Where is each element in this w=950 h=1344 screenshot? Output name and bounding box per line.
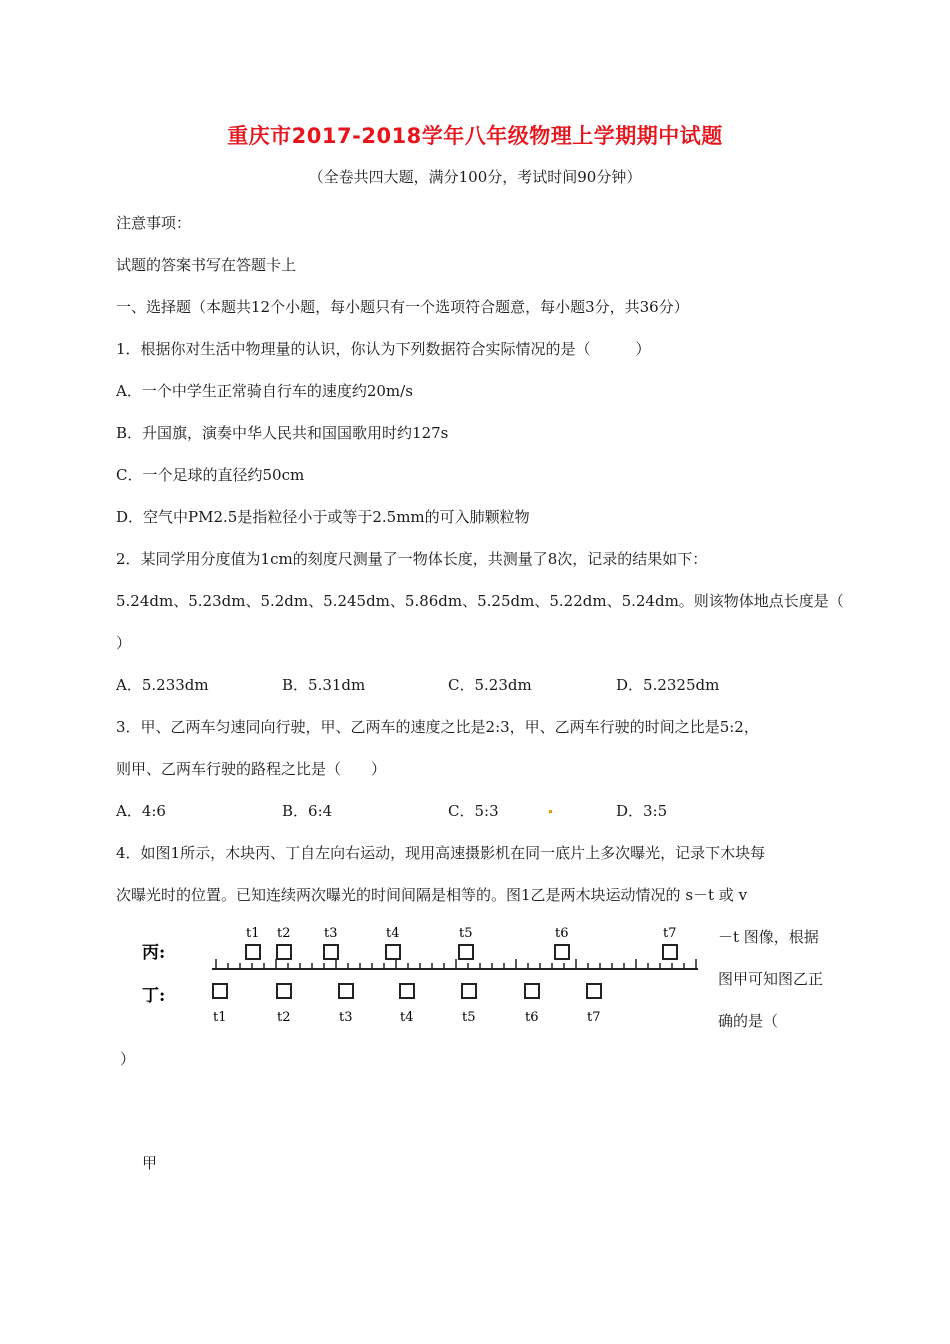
page-title: 重庆市2017-2018学年八年级物理上学期期中试题 <box>227 124 723 148</box>
ding-time-label: t5 <box>462 1010 476 1025</box>
q2-option-a: A．5.233dm <box>116 676 209 694</box>
ding-time-label: t7 <box>587 1010 601 1025</box>
bing-time-label: t1 <box>246 926 260 941</box>
q4-stem-cont: 次曝光时的位置。已知连续两次曝光的时间间隔是相等的。图1乙是两木块运动情况的 s－t 或 v <box>116 886 748 904</box>
q2-option-d: D．5.2325dm <box>616 676 720 694</box>
ding-time-label: t6 <box>525 1010 539 1025</box>
notice-heading: 注意事项： <box>116 214 192 232</box>
q2-option-b: B．5.31dm <box>282 676 366 694</box>
q2-stem: 2．某同学用分度值为1cm的刻度尺测量了一物体长度，共测量了8次，记录的结果如下： <box>116 550 708 568</box>
bing-block-positions <box>246 926 677 959</box>
motion-figure <box>130 915 710 1030</box>
bing-block <box>663 945 677 959</box>
row-label-bing: 丙: <box>142 943 166 963</box>
bing-block <box>555 945 569 959</box>
ding-block <box>339 984 353 998</box>
ding-time-label: t2 <box>277 1010 291 1025</box>
q3-option-b: B．6:4 <box>282 802 333 820</box>
bing-block <box>324 945 338 959</box>
q4-close-paren: ） <box>120 1050 136 1068</box>
q2-close-paren: ） <box>116 634 132 652</box>
q1-option-d: D．空气中PM2.5是指粒径小于或等于2.5mm的可入肺颗粒物 <box>116 508 530 526</box>
stray-dot <box>549 810 552 813</box>
q3-stem-cont: 则甲、乙两车行驶的路程之比是（ ） <box>116 760 387 778</box>
figure-caption: 甲 <box>142 1154 158 1172</box>
ding-block <box>400 984 414 998</box>
q3-option-a: A．4:6 <box>116 802 166 820</box>
bing-time-label: t3 <box>324 926 338 941</box>
q3-option-c: C．5:3 <box>448 802 499 820</box>
ding-block-positions <box>213 984 601 1025</box>
q1-stem: 1．根据你对生活中物理量的认识，你认为下列数据符合实际情况的是（ ） <box>116 340 651 358</box>
ding-block <box>213 984 227 998</box>
q4-side-text-1: －t 图像，根据 <box>718 928 819 946</box>
q4-stem: 4．如图1所示，木块丙、丁自左向右运动，现用高速摄影机在同一底片上多次曝光，记录下木块每 <box>116 844 766 862</box>
section-heading: 一、选择题（本题共12个小题，每小题只有一个选项符合题意，每小题3分，共36分） <box>116 298 689 316</box>
bing-time-label: t4 <box>386 926 400 941</box>
q1-option-b: B．升国旗，演奏中华人民共和国国歌用时约127s <box>116 424 449 442</box>
bing-block <box>386 945 400 959</box>
ding-block <box>587 984 601 998</box>
bing-block <box>459 945 473 959</box>
q4-side-text-2: 图甲可知图乙正 <box>718 970 824 988</box>
q1-option-c: C．一个足球的直径约50cm <box>116 466 305 484</box>
bing-block <box>277 945 291 959</box>
notice-text: 试题的答案书写在答题卡上 <box>116 256 297 274</box>
q2-option-c: C．5.23dm <box>448 676 532 694</box>
q3-stem: 3．甲、乙两车匀速同向行驶，甲、乙两车的速度之比是2:3，甲、乙两车行驶的时间之比是5:2， <box>116 718 759 736</box>
ding-time-label: t3 <box>339 1010 353 1025</box>
ding-block <box>462 984 476 998</box>
q4-side-text-3: 确的是（ <box>718 1012 779 1030</box>
q1-option-a: A．一个中学生正常骑自行车的速度约20m/s <box>116 382 413 400</box>
row-label-ding: 丁: <box>142 986 166 1006</box>
ding-time-label: t1 <box>213 1010 227 1025</box>
ding-block <box>525 984 539 998</box>
exam-info: （全卷共四大题，满分100分，考试时间90分钟） <box>308 168 642 186</box>
bing-time-label: t7 <box>663 926 677 941</box>
ruler <box>212 959 698 969</box>
bing-time-label: t6 <box>555 926 569 941</box>
bing-block <box>246 945 260 959</box>
q2-data: 5.24dm、5.23dm、5.2dm、5.245dm、5.86dm、5.25dm、5.22dm、5.24dm。则该物体地点长度是（ <box>116 592 844 610</box>
bing-time-label: t5 <box>459 926 473 941</box>
ding-block <box>277 984 291 998</box>
q3-option-d: D．3:5 <box>616 802 668 820</box>
bing-time-label: t2 <box>277 926 291 941</box>
ding-time-label: t4 <box>400 1010 414 1025</box>
